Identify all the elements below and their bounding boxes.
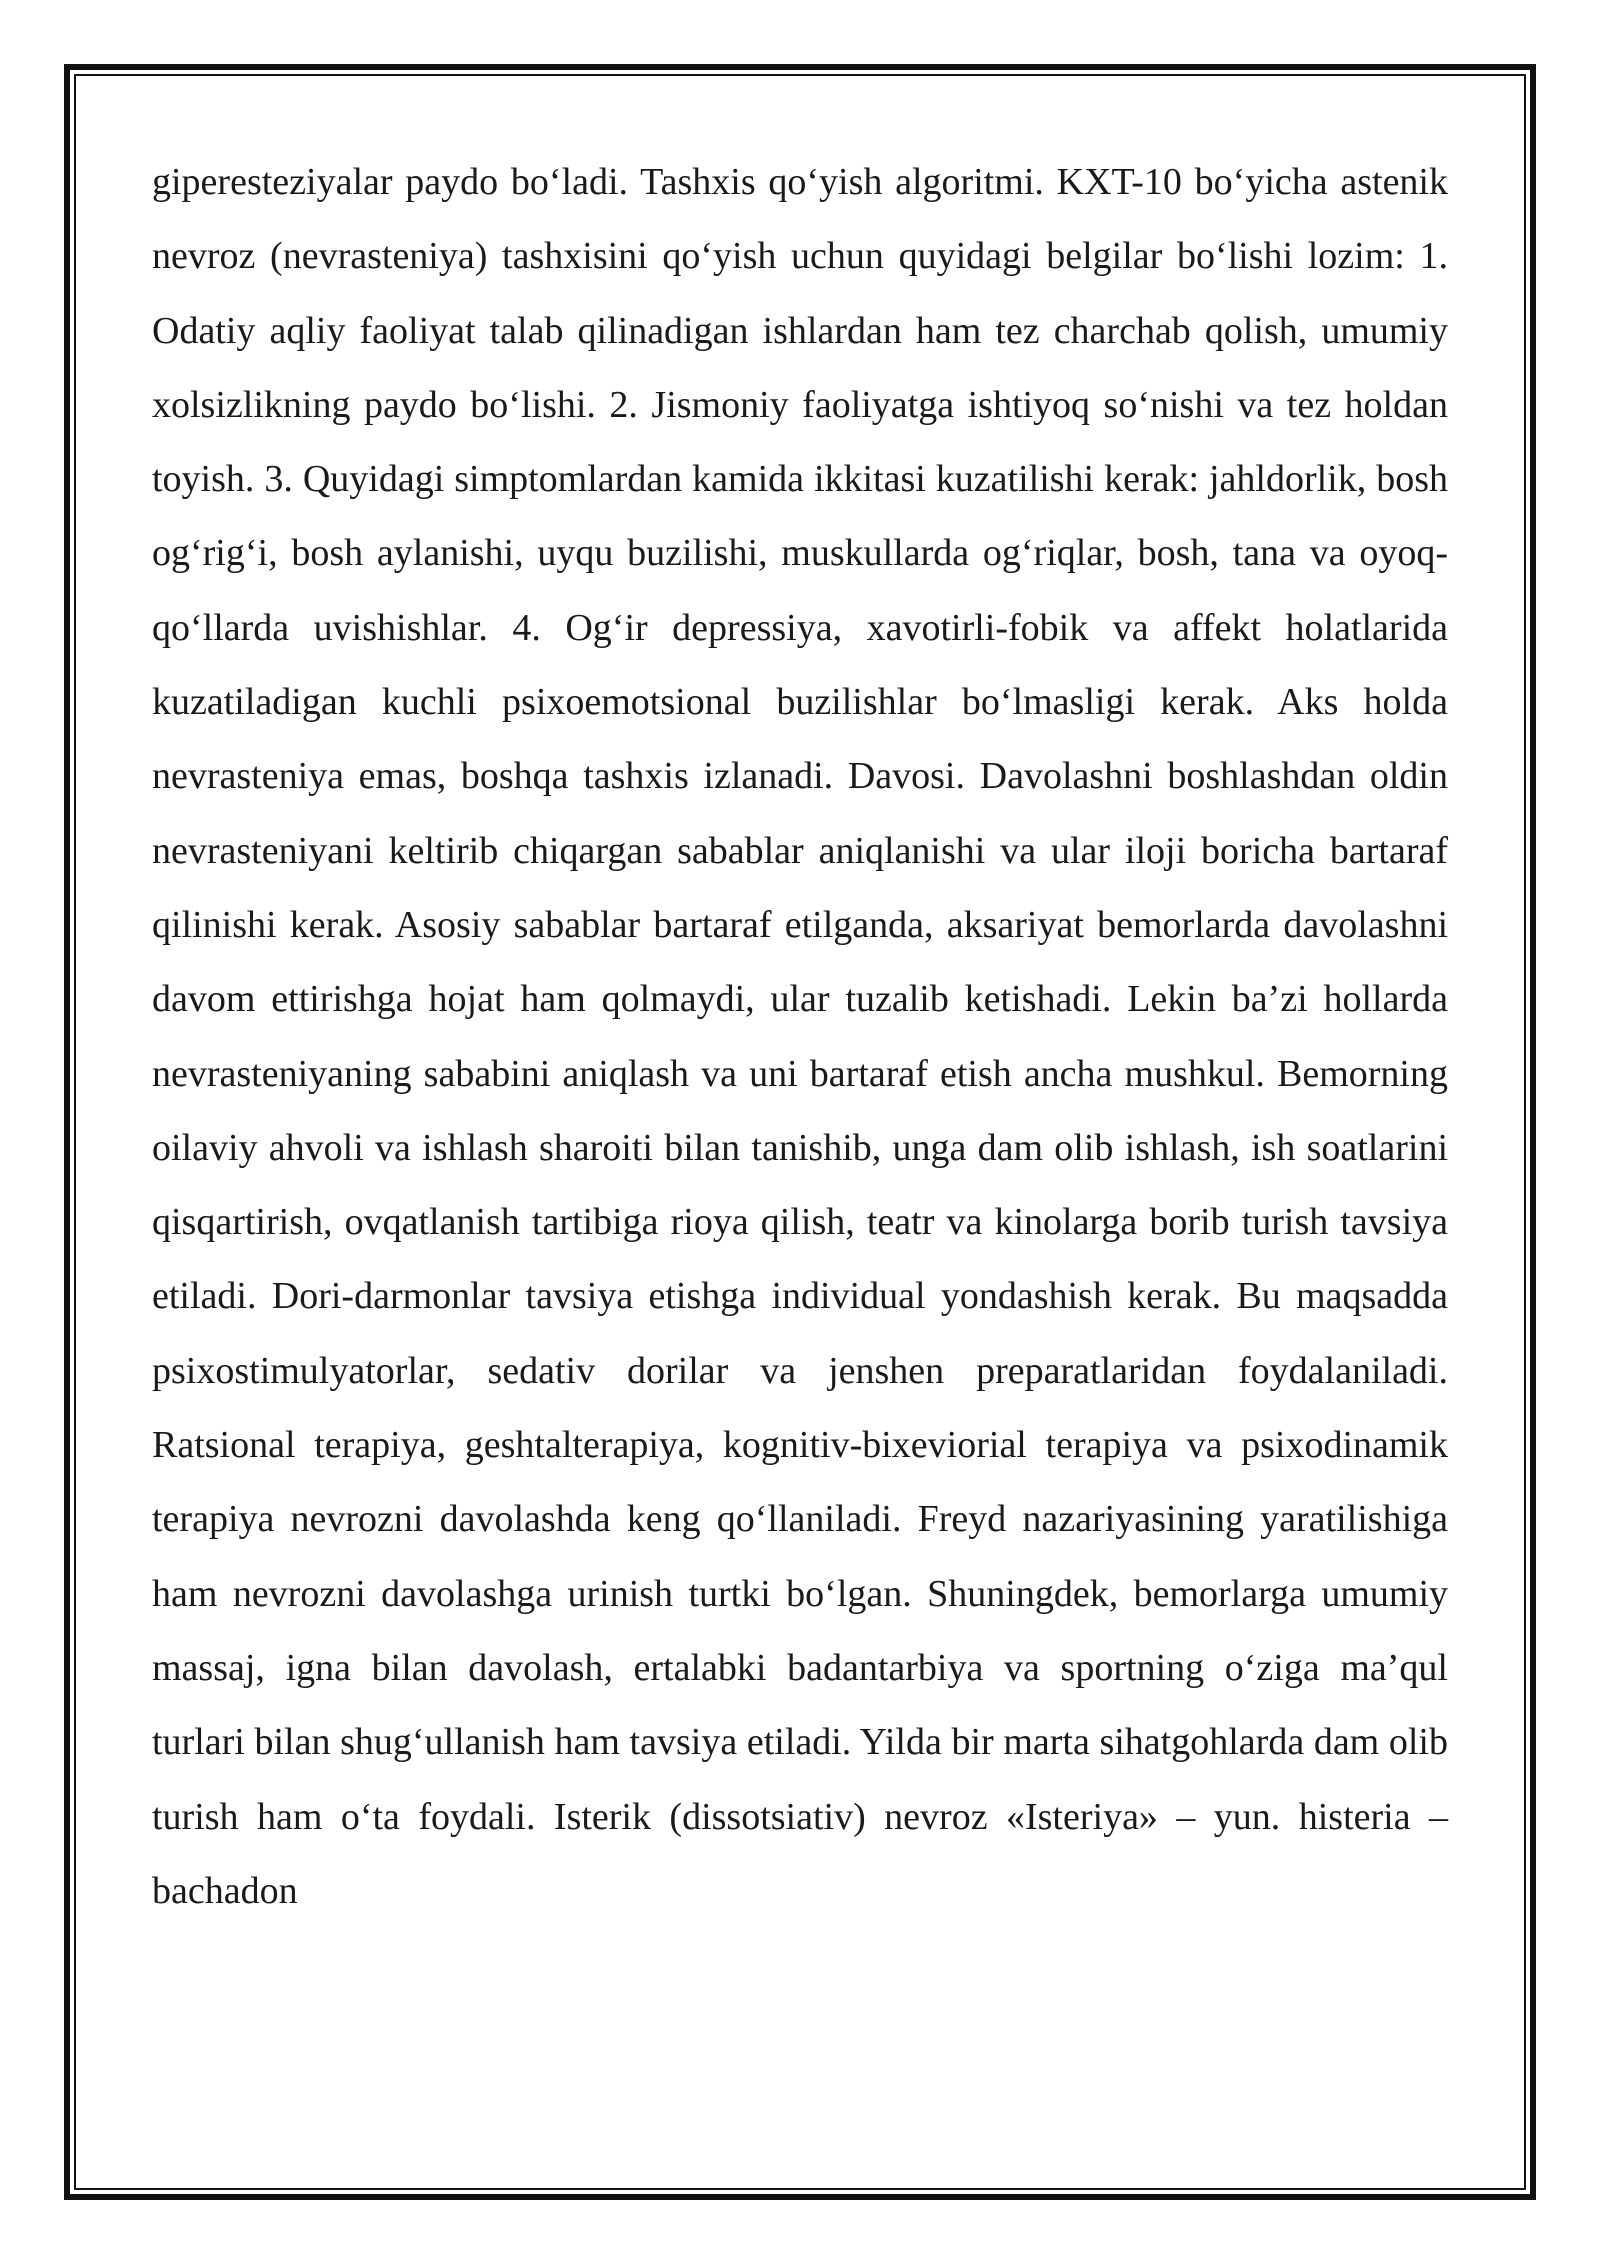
body-paragraph: giperesteziyalar paydo bo‘ladi. Tashxis qo‘yish algoritmi. KXT-10 bo‘yicha astenik nevroz (nevrasteniya) tashxisini qo‘yish uchun quyidagi belgilar bo‘lishi lozim: 1. Odatiy aqliy faoliyat talab qilinadigan ishlardan ham tez charchab qolish, umumiy xolsizlikning paydo bo‘lishi. 2. Jismoniy faoliyatga ishtiyoq so‘nishi va tez holdan toyish. 3. Quyidagi simptomlardan kamida ikkitasi kuzatilishi kerak: jahldorlik, bosh og‘rig‘i, bosh aylanishi, uyqu buzilishi, muskullarda og‘riqlar, bosh, tana va oyoq-qo‘llarda uvishishlar. 4. Og‘ir depressiya, xavotirli-fobik va affekt holatlarida kuzatiladigan kuchli psixoemotsional buzilishlar bo‘lmasligi kerak. Aks holda nevrasteniya emas, boshqa tashxis izlanadi. Davosi. Davolashni boshlashdan oldin nevrasteniyani keltirib chiqargan sabablar aniqlanishi va ular iloji boricha bartaraf qilinishi kerak. Asosiy sabablar bartaraf etilganda, aksariyat bemorlarda davolashni davom ettirishga hojat ham qolmaydi, ular tuzalib ketishadi. Lekin ba’zi hollarda nevrasteniyaning sababini aniqlash va uni bartaraf etish ancha mushkul. Bemorning oilaviy ahvoli va ishlash sharoiti bilan tanishib, unga dam olib ishlash, ish soatlarini qisqartirish, ovqatlanish tartibiga rioya qilish, teatr va kinolarga borib turish tavsiya etiladi. Dori-darmonlar tavsiya etishga individual yondashish kerak. Bu maqsadda psixostimulyatorlar, sedativ dorilar va jenshen preparatlaridan foydalaniladi. Ratsional terapiya, geshtalterapiya, kognitiv-bixeviorial terapiya va psixodinamik terapiya nevrozni davolashda keng qo‘llaniladi. Freyd nazariyasining yaratilishiga ham nevrozni davolashga urinish turtki bo‘lgan. Shuningdek, bemorlarga umumiy massaj, igna bilan davolash, ertalabki badantarbiya va sportning o‘ziga ma’qul turlari bilan shug‘ullanish ham tavsiya etiladi. Yilda bir marta sihatgohlarda dam olib turish ham o‘ta foydali. Isterik (dissotsiativ) nevroz «Isteriya» – yun. histeria – bachadon [152, 161, 1448, 1912]
